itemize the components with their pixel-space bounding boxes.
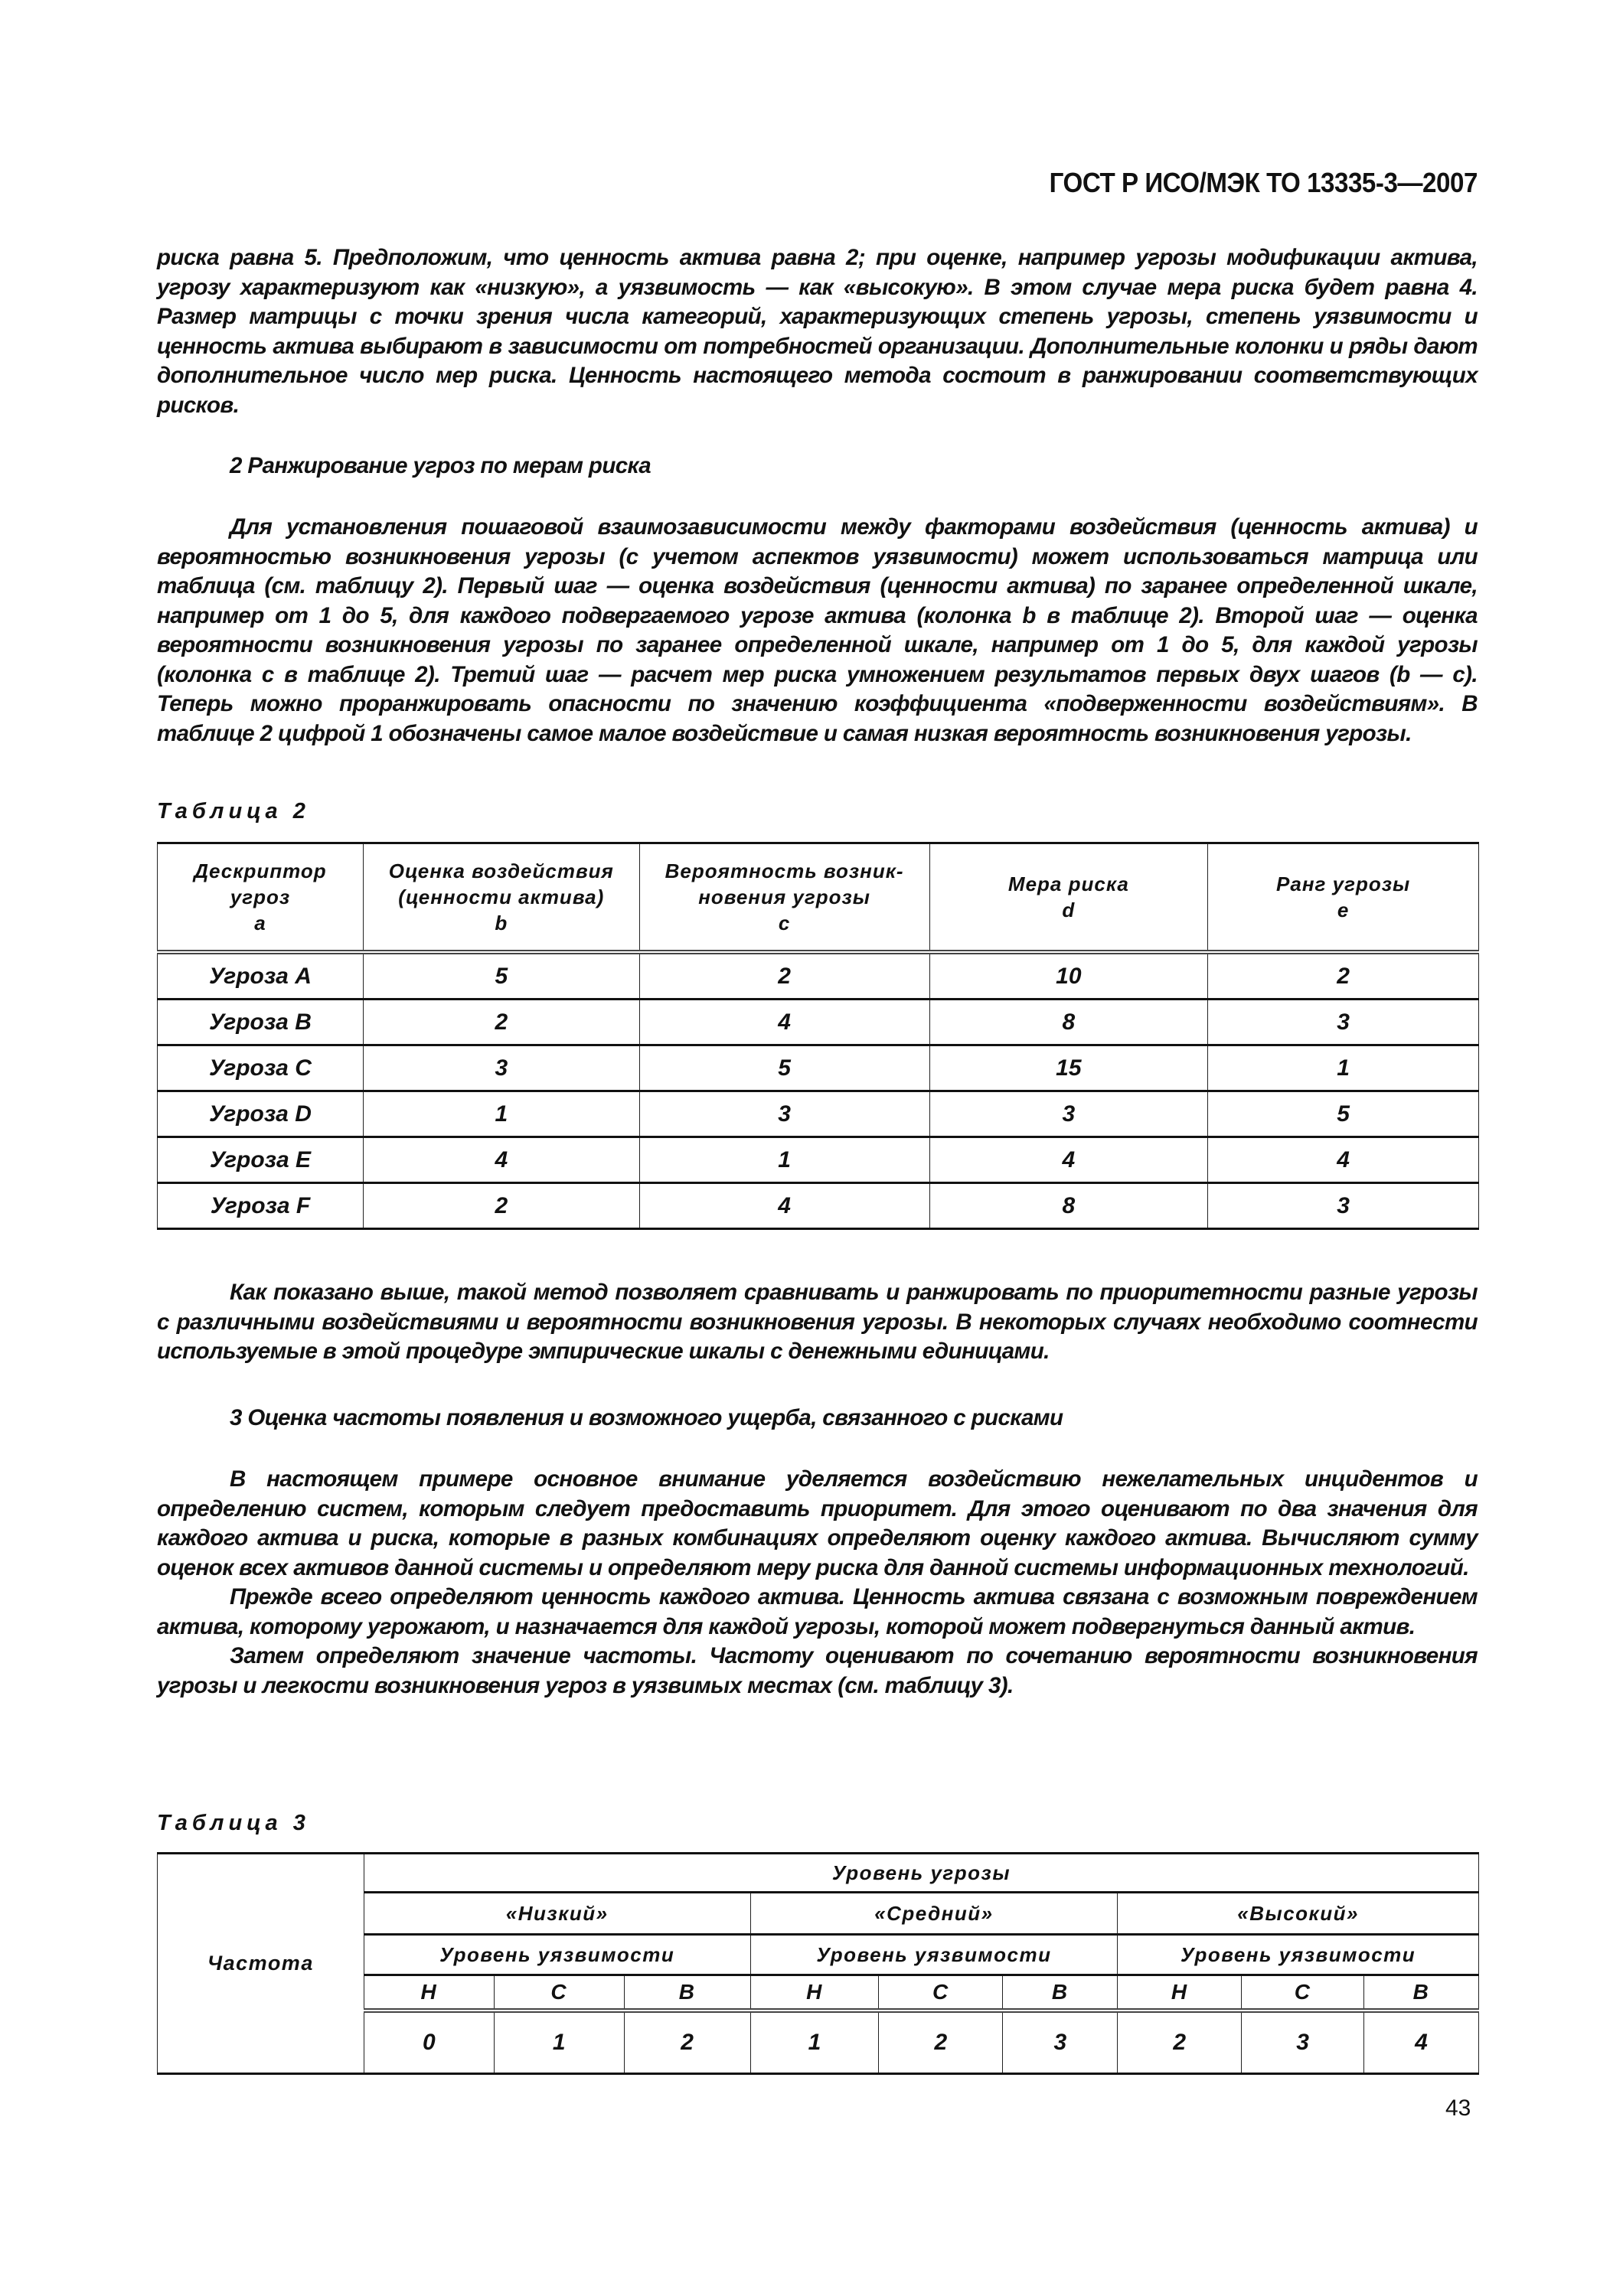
value-cell: 2 bbox=[363, 1183, 639, 1229]
table-3-caption: Таблица 3 bbox=[157, 1811, 310, 1835]
value-cell: 8 bbox=[929, 1183, 1208, 1229]
value-cell: 3 bbox=[1208, 1000, 1479, 1045]
frequency-header: Частота bbox=[158, 1854, 364, 2074]
header-line: (ценности актива) bbox=[398, 885, 605, 908]
column-header bbox=[158, 843, 364, 953]
frequency-value: 3 bbox=[1242, 2011, 1364, 2074]
value-cell: 2 bbox=[363, 1000, 639, 1045]
threat-descriptor-cell: Угроза E bbox=[158, 1137, 364, 1183]
value-cell: 4 bbox=[929, 1137, 1208, 1183]
table-header-row bbox=[158, 843, 1479, 953]
column-header bbox=[363, 843, 639, 953]
value-cell: 3 bbox=[363, 1045, 639, 1091]
table-3 bbox=[157, 1852, 1479, 2075]
value-cell: 4 bbox=[639, 1000, 929, 1045]
threat-level-high: «Высокий» bbox=[1118, 1893, 1479, 1935]
value-cell: 2 bbox=[639, 952, 929, 1000]
column-header bbox=[1208, 843, 1479, 953]
header-line: Ранг угрозы bbox=[1276, 872, 1411, 895]
value-cell: 5 bbox=[1208, 1091, 1479, 1137]
header-line: e bbox=[1337, 899, 1350, 921]
table-row bbox=[158, 1045, 1479, 1091]
paragraph-text: Как показано выше, такой метод позволяет сравнивать и ранжировать по приоритетности разные угрозы с различными воздействиями и вероятности возникновения угрозы. В некоторых случаях необходимо соотнести используемые в этой процедуре эмпирические шкалы с денежными единицами. bbox=[157, 1280, 1478, 1364]
column-header bbox=[639, 843, 929, 953]
header-line: c bbox=[778, 912, 791, 934]
table-row bbox=[158, 1183, 1479, 1229]
section-3-body bbox=[157, 1465, 1478, 1701]
header-line: a bbox=[254, 912, 266, 934]
vulnerability-code: Н bbox=[364, 1975, 494, 2011]
table-2-caption: Таблица 2 bbox=[157, 799, 310, 823]
paragraph-text: риска равна 5. Предположим, что ценность актива равна 2; при оценке, например угрозы модификации актива, угрозу характеризуют как «низкую», а уязвимость — как «высокую». В этом случае мера риска будет равна 4. Размер матрицы с точки зрения числа категорий, характеризующих степень угрозы, степень уязвимости и ценность актива выбирают в зависимости от потребностей организации. Дополнительные колонки и ряды дают дополнительное число мер риска. Ценность настоящего метода состоит в ранжировании соответствующих рисков. bbox=[157, 245, 1478, 418]
vulnerability-code: С bbox=[494, 1975, 624, 2011]
header-line: Дескриптор bbox=[194, 859, 327, 882]
document-header: ГОСТ Р ИСО/МЭК ТО 13335-3—2007 bbox=[1049, 167, 1478, 198]
value-cell: 4 bbox=[1208, 1137, 1479, 1183]
value-cell: 3 bbox=[929, 1091, 1208, 1137]
frequency-value: 2 bbox=[624, 2011, 750, 2074]
value-cell: 15 bbox=[929, 1045, 1208, 1091]
table-row bbox=[158, 1091, 1479, 1137]
frequency-value: 1 bbox=[494, 2011, 624, 2074]
section-3-heading: 3 Оценка частоты появления и возможного ущерба, связанного с рисками bbox=[230, 1405, 1063, 1430]
value-cell: 2 bbox=[1208, 952, 1479, 1000]
threat-descriptor-cell: Угроза A bbox=[158, 952, 364, 1000]
value-cell: 1 bbox=[1208, 1045, 1479, 1091]
value-cell: 8 bbox=[929, 1000, 1208, 1045]
vulnerability-code: В bbox=[1364, 1975, 1479, 2011]
threat-level-medium: «Средний» bbox=[750, 1893, 1118, 1935]
header-line: Оценка воздействия bbox=[388, 859, 614, 882]
threat-descriptor-cell: Угроза B bbox=[158, 1000, 364, 1045]
value-cell: 1 bbox=[363, 1091, 639, 1137]
header-line: новения угрозы bbox=[698, 885, 870, 908]
vulnerability-code: С bbox=[879, 1975, 1003, 2011]
threat-level-header: Уровень угрозы bbox=[364, 1854, 1478, 1893]
frequency-value: 1 bbox=[750, 2011, 879, 2074]
frequency-value: 3 bbox=[1003, 2011, 1118, 2074]
column-header bbox=[929, 843, 1208, 953]
value-cell: 3 bbox=[1208, 1183, 1479, 1229]
frequency-value: 2 bbox=[879, 2011, 1003, 2074]
vulnerability-code: Н bbox=[750, 1975, 879, 2011]
vulnerability-code: В bbox=[624, 1975, 750, 2011]
section-2-heading: 2 Ранжирование угроз по мерам риска bbox=[230, 453, 651, 478]
frequency-value: 2 bbox=[1118, 2011, 1242, 2074]
paragraph-after-table-2 bbox=[157, 1278, 1478, 1367]
value-cell: 10 bbox=[929, 952, 1208, 1000]
paragraph-text: Затем определяют значение частоты. Частоту оценивают по сочетанию вероятности возникновения угрозы и легкости возникновения угроз в уязвимых местах (см. таблицу 3). bbox=[157, 1643, 1478, 1698]
value-cell: 1 bbox=[639, 1137, 929, 1183]
header-line: b bbox=[495, 912, 508, 934]
value-cell: 5 bbox=[639, 1045, 929, 1091]
threat-descriptor-cell: Угроза D bbox=[158, 1091, 364, 1137]
vulnerability-level-header: Уровень уязвимости bbox=[1118, 1935, 1479, 1975]
vulnerability-code: В bbox=[1003, 1975, 1118, 2011]
paragraph-intro bbox=[157, 243, 1478, 420]
threat-descriptor-cell: Угроза C bbox=[158, 1045, 364, 1091]
table-3-threat-level-row bbox=[158, 1854, 1479, 1893]
vulnerability-level-header: Уровень уязвимости bbox=[364, 1935, 750, 1975]
frequency-value: 0 bbox=[364, 2011, 494, 2074]
paragraph-text: Прежде всего определяют ценность каждого актива. Ценность актива связана с возможным повреждением актива, которому угрожают, и назначается для каждой угрозы, которой может подвергнуться данный актив. bbox=[157, 1584, 1478, 1639]
value-cell: 3 bbox=[639, 1091, 929, 1137]
table-row bbox=[158, 1000, 1479, 1045]
table-row bbox=[158, 952, 1479, 1000]
paragraph-text: В настоящем примере основное внимание уделяется воздействию нежелательных инцидентов и определению систем, которым следует предоставить приоритет. Для этого оценивают по два значения для каждого актива и риска, которые в разных комбинациях определяют оценку каждого актива. Вычисляют сумму оценок всех активов данной системы и определяют меру риска для данной системы информационных технологий. bbox=[157, 1466, 1478, 1580]
paragraph-text: Для установления пошаговой взаимозависимости между факторами воздействия (ценность актива) и вероятностью возникновения угрозы (с учетом аспектов уязвимости) может использоваться матрица или таблица (см. таблицу 2). Первый шаг — оценка воздействия (ценности актива) по заранее определенной шкале, например от 1 до 5, для каждого подвергаемого угрозе актива (колонка b в таблице 2). Второй шаг — оценка вероятности возникновения угрозы по заранее определенной шкале, например от 1 до 5, для каждой угрозы (колонка c в таблице 2). Третий шаг — расчет мер риска умножением результатов первых двух шагов (b — c). Теперь можно проранжировать опасности по значению коэффициента «подверженности воздействиям». В таблице 2 цифрой 1 обозначены самое малое воздействие и самая низкая вероятность возникновения угрозы. bbox=[157, 514, 1478, 746]
table-row bbox=[158, 1137, 1479, 1183]
page-number: 43 bbox=[1445, 2095, 1471, 2121]
threat-level-low: «Низкий» bbox=[364, 1893, 750, 1935]
value-cell: 4 bbox=[363, 1137, 639, 1183]
header-line: угроз bbox=[230, 885, 291, 908]
section-2-body bbox=[157, 513, 1478, 748]
table-2 bbox=[157, 842, 1479, 1230]
frequency-value: 4 bbox=[1364, 2011, 1479, 2074]
vulnerability-level-header: Уровень уязвимости bbox=[750, 1935, 1118, 1975]
value-cell: 4 bbox=[639, 1183, 929, 1229]
header-line: Вероятность возник- bbox=[665, 859, 904, 882]
header-line: d bbox=[1062, 899, 1076, 921]
vulnerability-code: Н bbox=[1118, 1975, 1242, 2011]
value-cell: 5 bbox=[363, 952, 639, 1000]
threat-descriptor-cell: Угроза F bbox=[158, 1183, 364, 1229]
header-line: Мера риска bbox=[1007, 872, 1129, 895]
vulnerability-code: С bbox=[1242, 1975, 1364, 2011]
